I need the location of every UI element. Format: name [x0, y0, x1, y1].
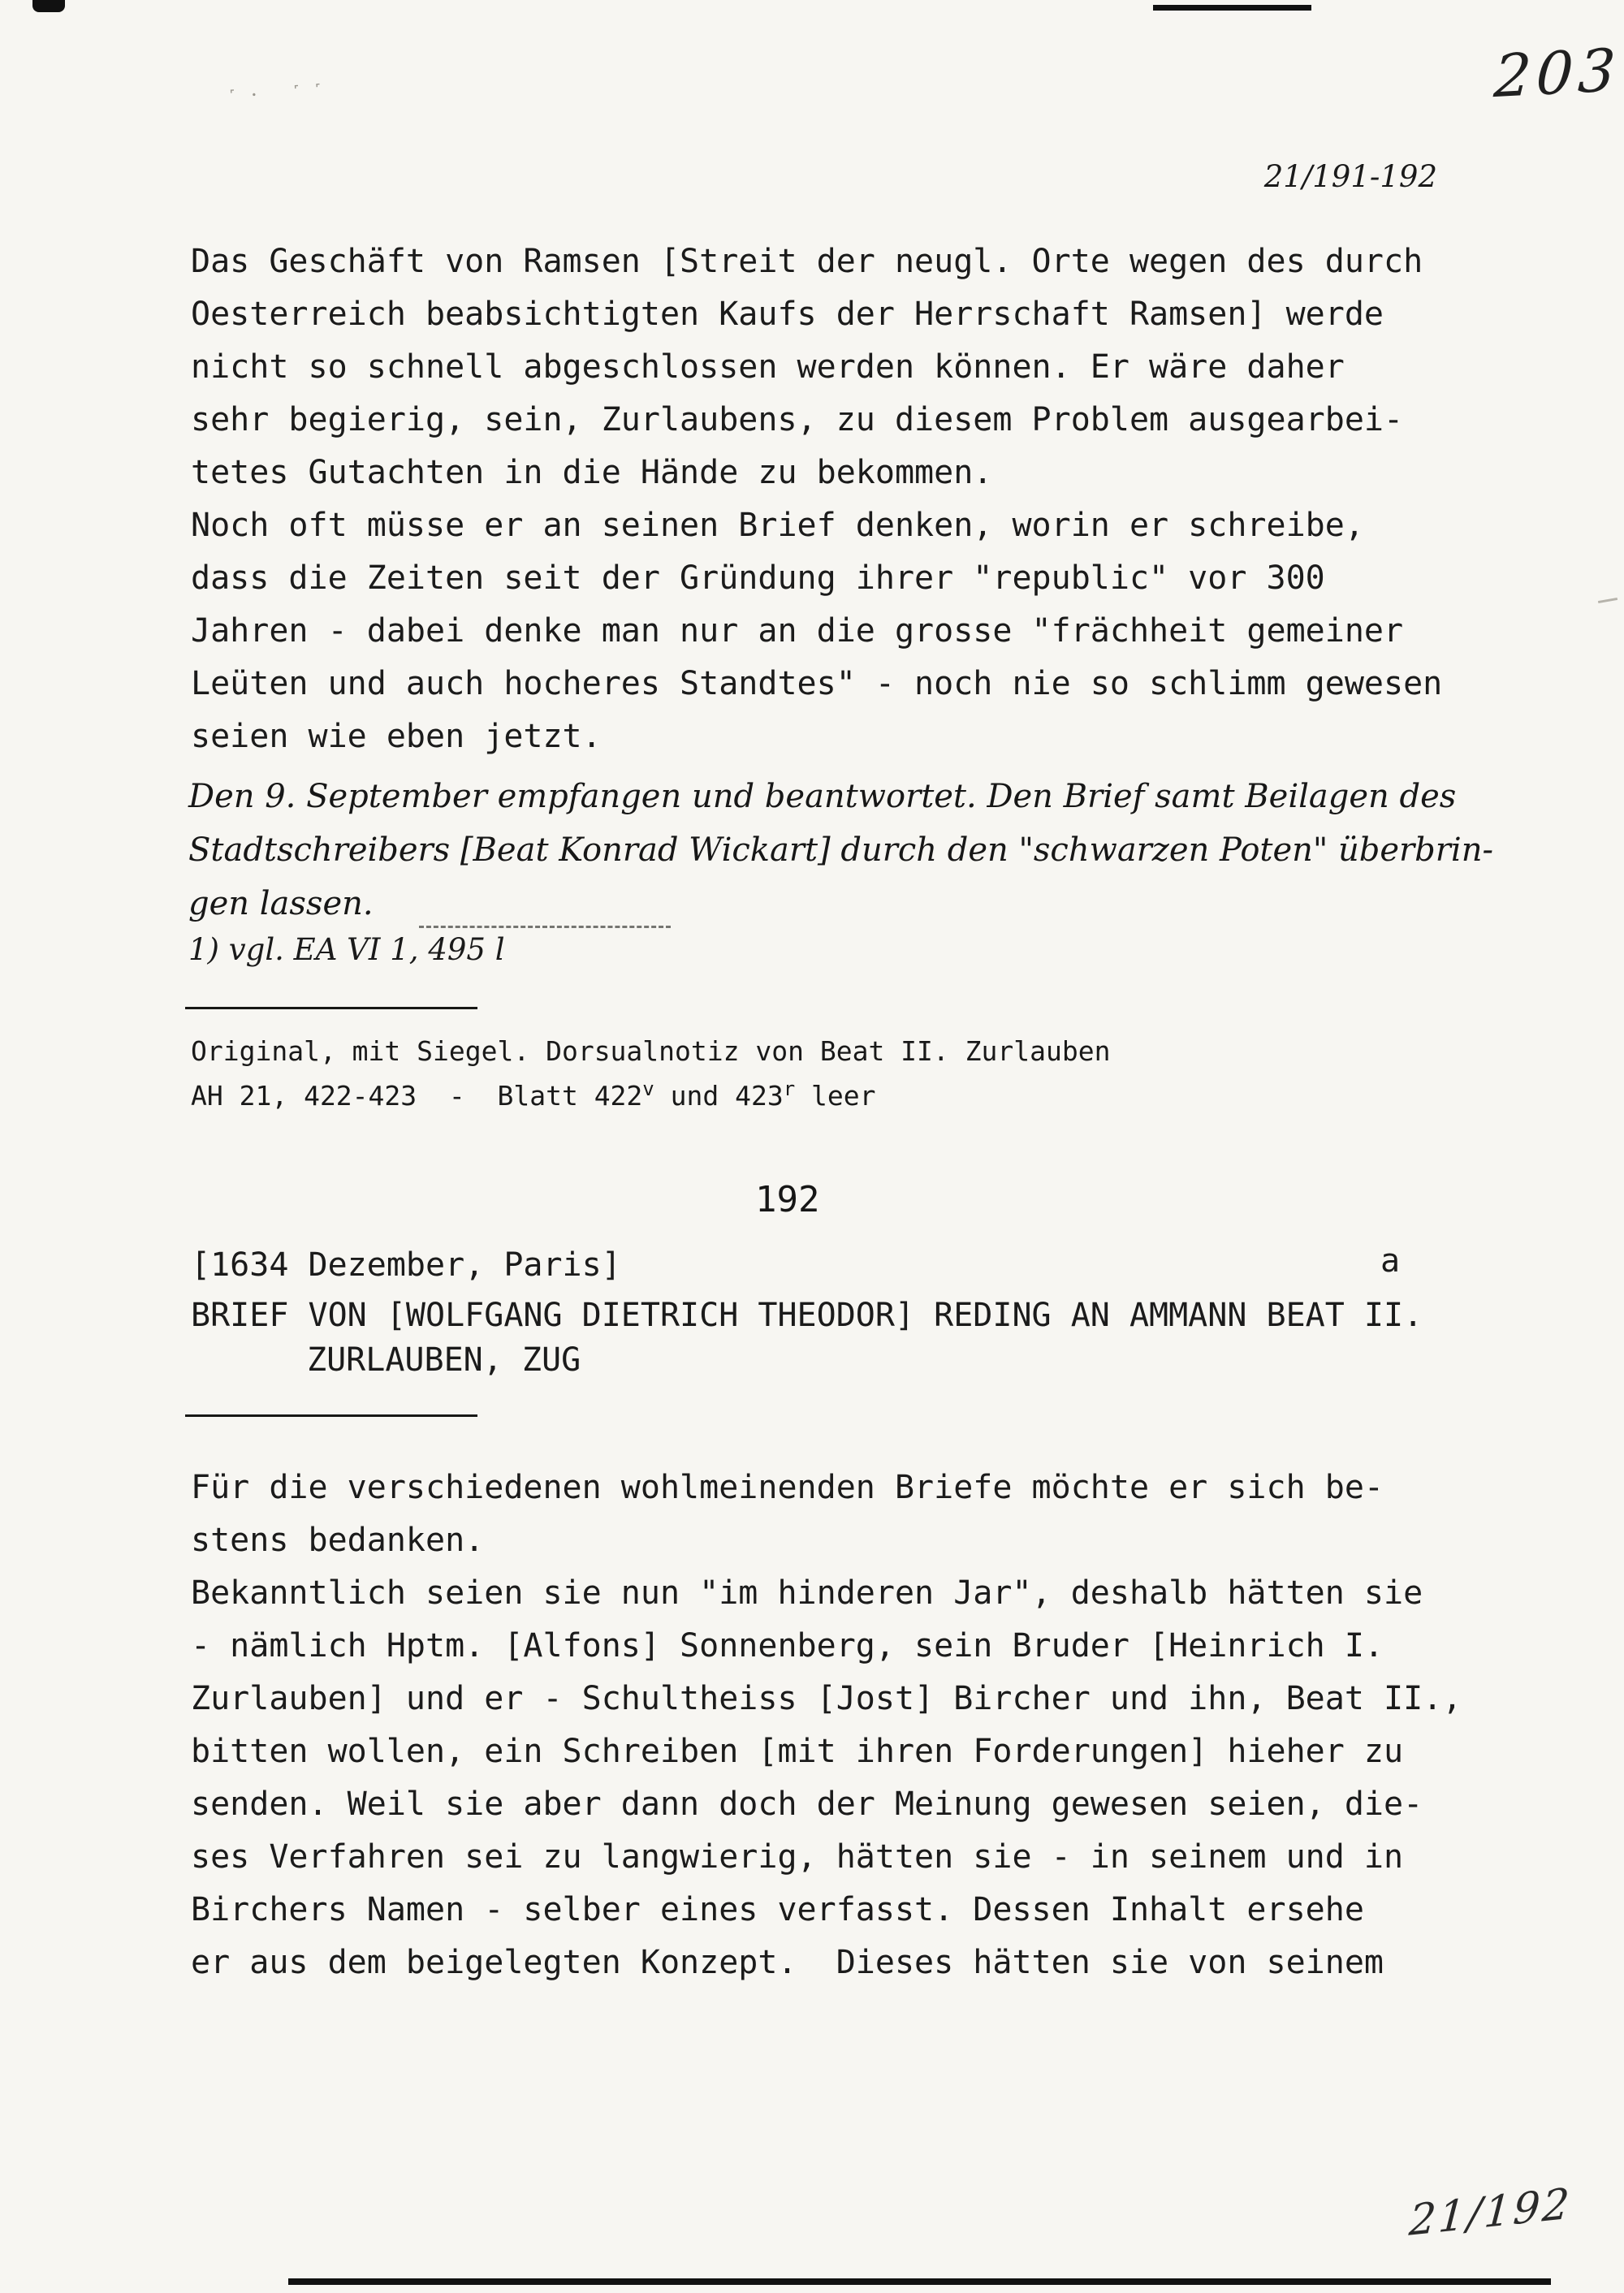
provenance-shelfmark: leer [795, 1080, 876, 1112]
body-line: bitten wollen, ein Schreiben [mit ihren Forderungen] hieher zu [191, 1733, 1404, 1770]
scan-artifact-top-left [32, 0, 65, 12]
divider-rule [185, 1414, 477, 1417]
provenance-line: Original, mit Siegel. Dorsualnotiz von Beat II. Zurlauben [191, 1035, 1111, 1067]
provenance-shelfmark: AH 21, 422-423 - Blatt 422 [191, 1080, 643, 1112]
body-line: Das Geschäft von Ramsen [Streit der neugl. Orte wegen des durch [191, 243, 1423, 280]
entry-dateline: [1634 Dezember, Paris] [191, 1246, 621, 1284]
entry-title-line: BRIEF VON [WOLFGANG DIETRICH THEODOR] REDING AN AMMANN BEAT II. [191, 1297, 1423, 1334]
footnote: 1) vgl. EA VI 1, 495 l [188, 932, 505, 967]
body-line: Jahren - dabei denke man nur an die grosse "frächheit gemeiner [191, 612, 1404, 650]
provenance-line [191, 1070, 876, 1115]
reply-note-line: gen lassen. [188, 885, 374, 922]
body-line: er aus dem beigelegten Konzept. Dieses hätten sie von seinem [191, 1944, 1384, 1981]
body-line: seien wie eben jetzt. [191, 718, 602, 755]
body-line: Leüten und auch hocheres Standtes" - noch nie so schlimm gewesen [191, 665, 1443, 702]
folio-superscript-v: v [642, 1077, 654, 1100]
pencil-dash [1598, 598, 1618, 603]
folio-superscript-r: r [783, 1077, 796, 1100]
body-line: Zurlauben] und er - Schultheiss [Jost] Bircher und ihn, Beat II., [191, 1680, 1462, 1717]
divider-rule [185, 1007, 477, 1009]
provenance-shelfmark: und 423 [654, 1080, 784, 1112]
body-line: ses Verfahren sei zu langwierig, hätten sie - in seinem und in [191, 1838, 1404, 1876]
pencil-mark: ˹· ˹˹ [228, 77, 338, 110]
body-line: Oesterreich beabsichtigten Kaufs der Herrschaft Ramsen] werde [191, 296, 1384, 333]
body-line: Birchers Namen - selber eines verfasst. Dessen Inhalt ersehe [191, 1891, 1364, 1928]
body-line: senden. Weil sie aber dann doch der Meinung gewesen seien, die- [191, 1786, 1423, 1823]
header-reference: 21/191-192 [1263, 159, 1437, 194]
body-line: sehr begierig, sein, Zurlaubens, zu diesem Problem ausgearbei- [191, 401, 1404, 438]
body-line: nicht so schnell abgeschlossen werden können. Er wäre daher [191, 348, 1345, 386]
scan-artifact-top-line [1153, 5, 1311, 11]
footnote-overline [419, 926, 671, 928]
body-line: - nämlich Hptm. [Alfons] Sonnenberg, sein Bruder [Heinrich I. [191, 1627, 1384, 1665]
body-line: Für die verschiedenen wohlmeinenden Briefe möchte er sich be- [191, 1469, 1384, 1506]
body-line: stens bedanken. [191, 1522, 485, 1559]
body-line: Bekanntlich seien sie nun "im hinderen Jar", deshalb hätten sie [191, 1574, 1423, 1612]
scan-artifact-bottom-bar [288, 2278, 1551, 2285]
marginal-letter: a [1380, 1242, 1401, 1280]
body-line: tetes Gutachten in die Hände zu bekommen. [191, 454, 993, 491]
body-line: dass die Zeiten seit der Gründung ihrer "republic" vor 300 [191, 559, 1325, 597]
handwritten-page-number: 203 [1492, 35, 1622, 111]
entry-title-line: ZURLAUBEN, ZUG [307, 1341, 581, 1379]
entry-number: 192 [755, 1179, 820, 1220]
reply-note-line: Den 9. September empfangen und beantwortet. Den Brief samt Beilagen des [188, 778, 1457, 815]
body-line: Noch oft müsse er an seinen Brief denken, worin er schreibe, [191, 507, 1364, 544]
handwritten-footer-reference: 21/192 [1407, 2179, 1574, 2246]
reply-note-line: Stadtschreibers [Beat Konrad Wickart] durch den "schwarzen Poten" überbrin- [188, 831, 1493, 869]
